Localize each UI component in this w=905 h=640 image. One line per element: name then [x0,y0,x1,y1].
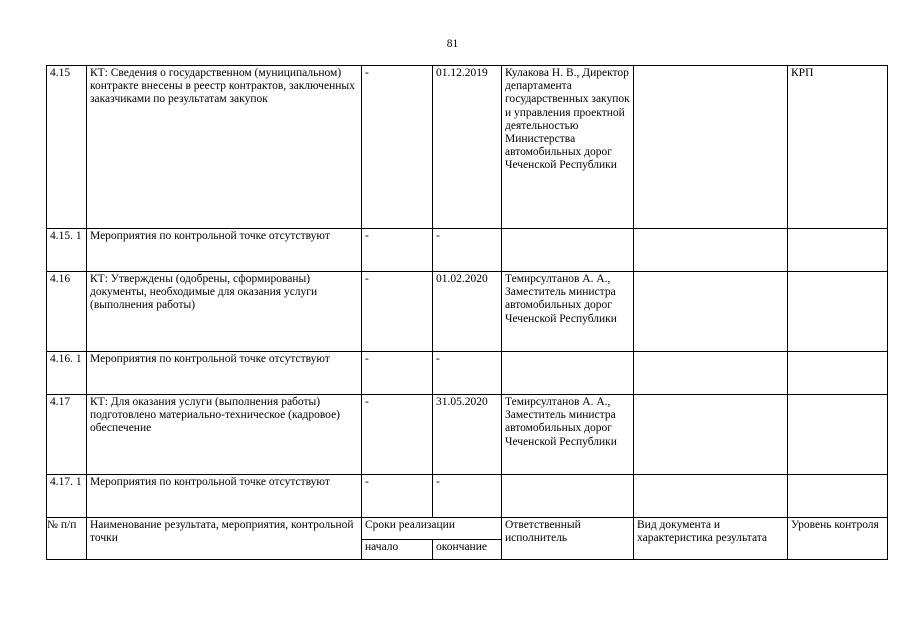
cell-doc [634,395,788,475]
cell-doc [634,229,788,272]
cell-start: - [362,229,433,272]
cell-end: - [433,475,502,518]
cell-num: 4.17. 1 [47,475,87,518]
cell-start: - [362,395,433,475]
header-num: № п/п [47,518,87,560]
header-name: Наименование результата, мероприятия, контрольной точки [87,518,362,560]
cell-doc [634,475,788,518]
cell-executor: Темирсултанов А. А., Заместитель министра автомобильных дорог Чеченской Республики [502,395,634,475]
cell-level [788,475,888,518]
page-number: 81 [446,38,459,50]
cell-executor [502,229,634,272]
header-level: Уровень контроля [788,518,888,560]
cell-start: - [362,66,433,229]
cell-executor [502,352,634,395]
cell-start: - [362,352,433,395]
header-start: начало [362,540,433,560]
table-row [47,352,888,395]
cell-name: Мероприятия по контрольной точке отсутствуют [87,352,362,395]
cell-name: КТ: Сведения о государственном (муниципальном) контракте внесены в реестр контрактов, заключенных заказчиками по результатам закупок [87,66,362,229]
cell-start: - [362,475,433,518]
cell-level [788,395,888,475]
cell-executor: Темирсултанов А. А., Заместитель министра автомобильных дорог Чеченской Республики [502,272,634,352]
table-row [47,229,888,272]
cell-end: 01.12.2019 [433,66,502,229]
cell-start: - [362,272,433,352]
cell-end: - [433,229,502,272]
header-doc: Вид документа и характеристика результата [634,518,788,560]
cell-doc [634,352,788,395]
cell-name: КТ: Для оказания услуги (выполнения работы) подготовлено материально-техническое (кадровое) обеспечение [87,395,362,475]
cell-num: 4.17 [47,395,87,475]
cell-num: 4.16. 1 [47,352,87,395]
cell-name: КТ: Утверждены (одобрены, сформированы) документы, необходимые для оказания услуги (выполнения работы) [87,272,362,352]
cell-name: Мероприятия по контрольной точке отсутствуют [87,229,362,272]
table-row [47,272,888,352]
header-period: Сроки реализации [362,518,502,540]
cell-num: 4.15 [47,66,87,229]
cell-executor: Кулакова Н. В., Директор департамента государственных закупок и управления проектной деятельностью Министерства автомобильных дорог Чеченской Республики [502,66,634,229]
header-end: окончание [433,540,502,560]
cell-executor [502,475,634,518]
repeated-header-row [47,518,888,540]
table-row [47,395,888,475]
cell-doc [634,66,788,229]
cell-num: 4.16 [47,272,87,352]
cell-doc [634,272,788,352]
cell-level: КРП [788,66,888,229]
plan-table [46,65,888,560]
cell-level [788,352,888,395]
header-executor: Ответственный исполнитель [502,518,634,560]
table-row [47,475,888,518]
cell-end: - [433,352,502,395]
cell-num: 4.15. 1 [47,229,87,272]
cell-level [788,229,888,272]
cell-level [788,272,888,352]
cell-end: 01.02.2020 [433,272,502,352]
cell-end: 31.05.2020 [433,395,502,475]
cell-name: Мероприятия по контрольной точке отсутствуют [87,475,362,518]
table-row [47,66,888,229]
